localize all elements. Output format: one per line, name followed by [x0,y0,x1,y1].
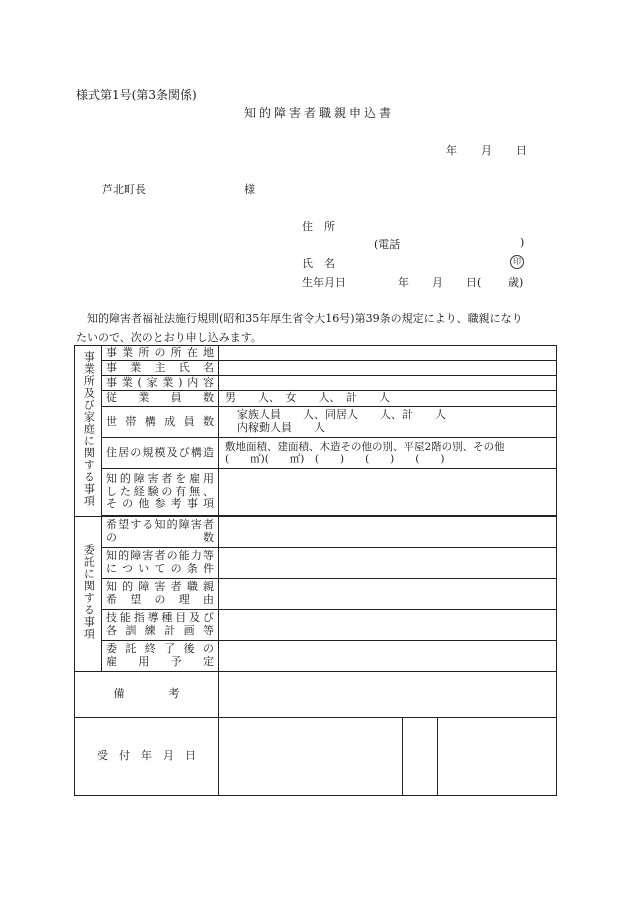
row-owner [75,361,557,376]
section1-label-cell [75,346,102,517]
experience-label [102,469,219,516]
ability-label-1: 知的障害者の能力等 [106,549,214,563]
date-month: 月 [481,144,492,157]
receipt-label: 受 付 年 月 日 [75,718,219,796]
row-desired-count [75,517,557,548]
remarks-value[interactable] [219,672,557,718]
ability-value[interactable] [219,548,557,579]
employees-value[interactable]: 男 人、 女 人、 計 人 [219,391,557,407]
reason-label-1: 知的障害者職親 [106,580,214,594]
housing-label: 住居の規模及び構造 [102,438,219,469]
employees-label: 従業員数 [102,391,219,407]
section2-label: 委託に関する事項 [82,544,96,641]
desired-count-label [102,517,219,548]
receipt-right-cell[interactable] [438,718,557,796]
application-table [74,345,557,796]
birth-day: 日( [466,276,482,289]
row-reason [75,579,557,610]
experience-label-1: 知的障害者を雇用 [106,472,214,486]
business-label: 事業(家業)内容 [102,376,219,391]
ability-label [102,548,219,579]
row-ability [75,548,557,579]
row-household [75,407,557,438]
name-label: 氏 名 [302,257,335,270]
after-label [102,641,219,672]
address-label: 住 所 [302,220,335,233]
form-title: 知的障害者職親申込書 [244,106,395,120]
housing-value-2: ( ㎡)( ㎡) ( ) ( ) ( ) [225,453,445,465]
location-label: 事業所の所在地 [102,346,219,361]
household-value-2: 内稼動人員 人 [237,421,325,434]
phone-label: (電話 [374,238,401,251]
training-value[interactable] [219,610,557,641]
seal-mark: 印 [510,255,524,269]
statement-line-2: たいので、次のとおり申し込みます。 [76,331,262,344]
owner-label: 事業主氏名 [102,361,219,376]
row-employees [75,391,557,407]
addressee-honorific: 様 [244,183,255,196]
row-remarks [75,672,557,718]
row-receipt [75,718,557,796]
reason-label-2: 希望の理由 [106,593,214,606]
housing-value[interactable] [219,438,557,469]
date-day: 日 [516,144,527,157]
after-label-2: 雇用予定 [106,655,214,668]
birth-year: 年 [398,276,409,289]
desired-count-label-1: 希望する知的障害者 [106,518,214,532]
form-number: 様式第1号(第3条関係) [76,88,197,102]
reason-value[interactable] [219,579,557,610]
receipt-date-cell[interactable] [219,718,403,796]
section1-label: 事業所及び家庭に関する事項 [82,351,96,508]
housing-value-1: 敷地面積、建面積、木造その他の別、平屋2階の別、その他 [225,440,505,453]
owner-value[interactable] [219,361,557,376]
experience-value[interactable] [219,469,557,516]
row-experience [75,469,557,516]
household-value-1: 家族人員 人、同居人 人、計 人 [237,408,446,422]
reason-label [102,579,219,610]
receipt-mid-cell[interactable] [403,718,438,796]
row-after [75,641,557,672]
birth-month: 月 [432,276,443,289]
after-value[interactable] [219,641,557,672]
birth-age: 歳) [508,276,524,289]
business-value[interactable] [219,376,557,391]
after-label-1: 委託終了後の [106,642,214,656]
section2-label-cell [75,517,102,672]
row-location [75,346,557,361]
training-label [102,610,219,641]
experience-label-3: その他参考事項 [106,497,214,511]
addressee-name: 芦北町長 [102,183,146,196]
desired-count-value[interactable] [219,517,557,548]
training-label-1: 技能指導種目及び [106,611,214,625]
household-label: 世帯構成員数 [102,407,219,438]
phone-close: ) [520,236,525,249]
experience-label-2: した経験の有無、 [106,484,214,498]
ability-label-2: についての条件 [106,562,214,575]
remarks-label: 備 考 [75,672,219,718]
training-label-2: 各訓練計画等 [106,624,214,637]
row-training [75,610,557,641]
birth-label: 生年月日 [302,276,346,289]
row-housing [75,438,557,469]
statement-line-1: 知的障害者福祉法施行規則(昭和35年厚生省令大16号)第39条の規定により、職親になり [87,312,523,325]
location-value[interactable] [219,346,557,361]
row-business [75,376,557,391]
desired-count-label-2: の 数 [106,531,214,544]
household-value[interactable] [219,407,557,438]
date-year: 年 [446,144,457,157]
